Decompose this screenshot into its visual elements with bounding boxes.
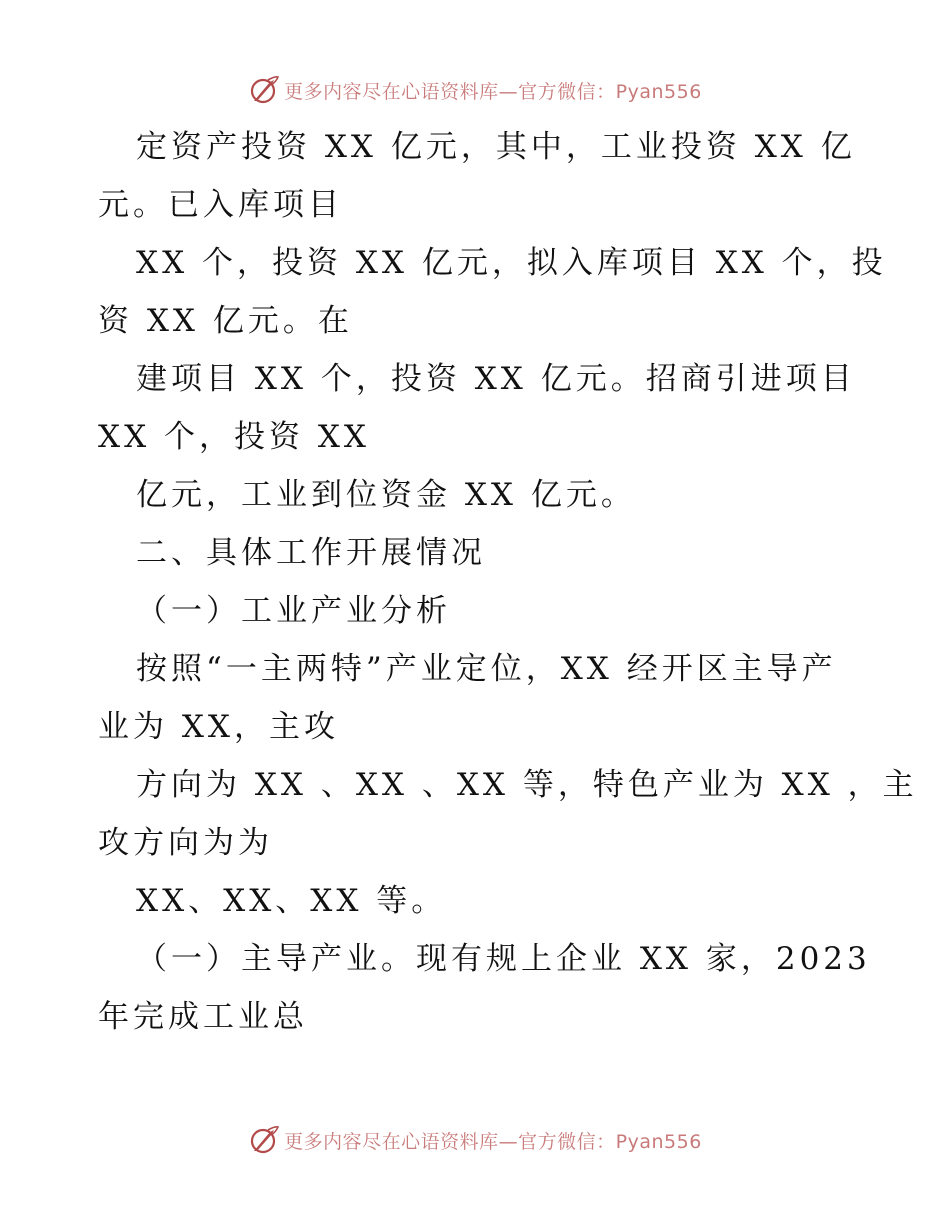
body-line: XX 个，投资 XX (98, 419, 370, 455)
body-line: 方向为 XX 、XX 、XX 等，特色产业为 XX ，主 (136, 767, 918, 803)
body-line: XX 个，投资 XX 亿元，拟入库项目 XX 个，投 (136, 245, 887, 281)
body-line: 攻方向为为 (98, 825, 273, 861)
body-text (98, 118, 918, 1046)
subsection-heading: （一）工业产业分析 (136, 593, 451, 629)
body-line: 业为 XX，主攻 (98, 709, 339, 745)
quill-pen-logo-icon (248, 1124, 280, 1156)
body-line: 年完成工业总 (98, 999, 308, 1035)
quill-pen-logo-icon (248, 74, 280, 106)
footer-watermark (0, 1120, 950, 1160)
header-watermark (0, 70, 950, 110)
body-line: 亿元，工业到位资金 XX 亿元。 (136, 477, 636, 513)
watermark-text: 更多内容尽在心语资料库—官方微信：Pyan556 (284, 1130, 702, 1153)
body-line: 按照“一主两特”产业定位，XX 经开区主导产 (136, 651, 837, 687)
body-line: （一）主导产业。现有规上企业 XX 家，2023 (136, 941, 871, 977)
body-line: 资 XX 亿元。在 (98, 303, 353, 339)
watermark-text: 更多内容尽在心语资料库—官方微信：Pyan556 (284, 80, 702, 103)
body-line: 定资产投资 XX 亿元，其中，工业投资 XX 亿 (136, 129, 856, 165)
body-line: 元。已入库项目 (98, 187, 343, 223)
body-line: XX、XX、XX 等。 (136, 883, 447, 919)
section-heading: 二、具体工作开展情况 (136, 535, 486, 571)
body-line: 建项目 XX 个，投资 XX 亿元。招商引进项目 (136, 361, 856, 397)
